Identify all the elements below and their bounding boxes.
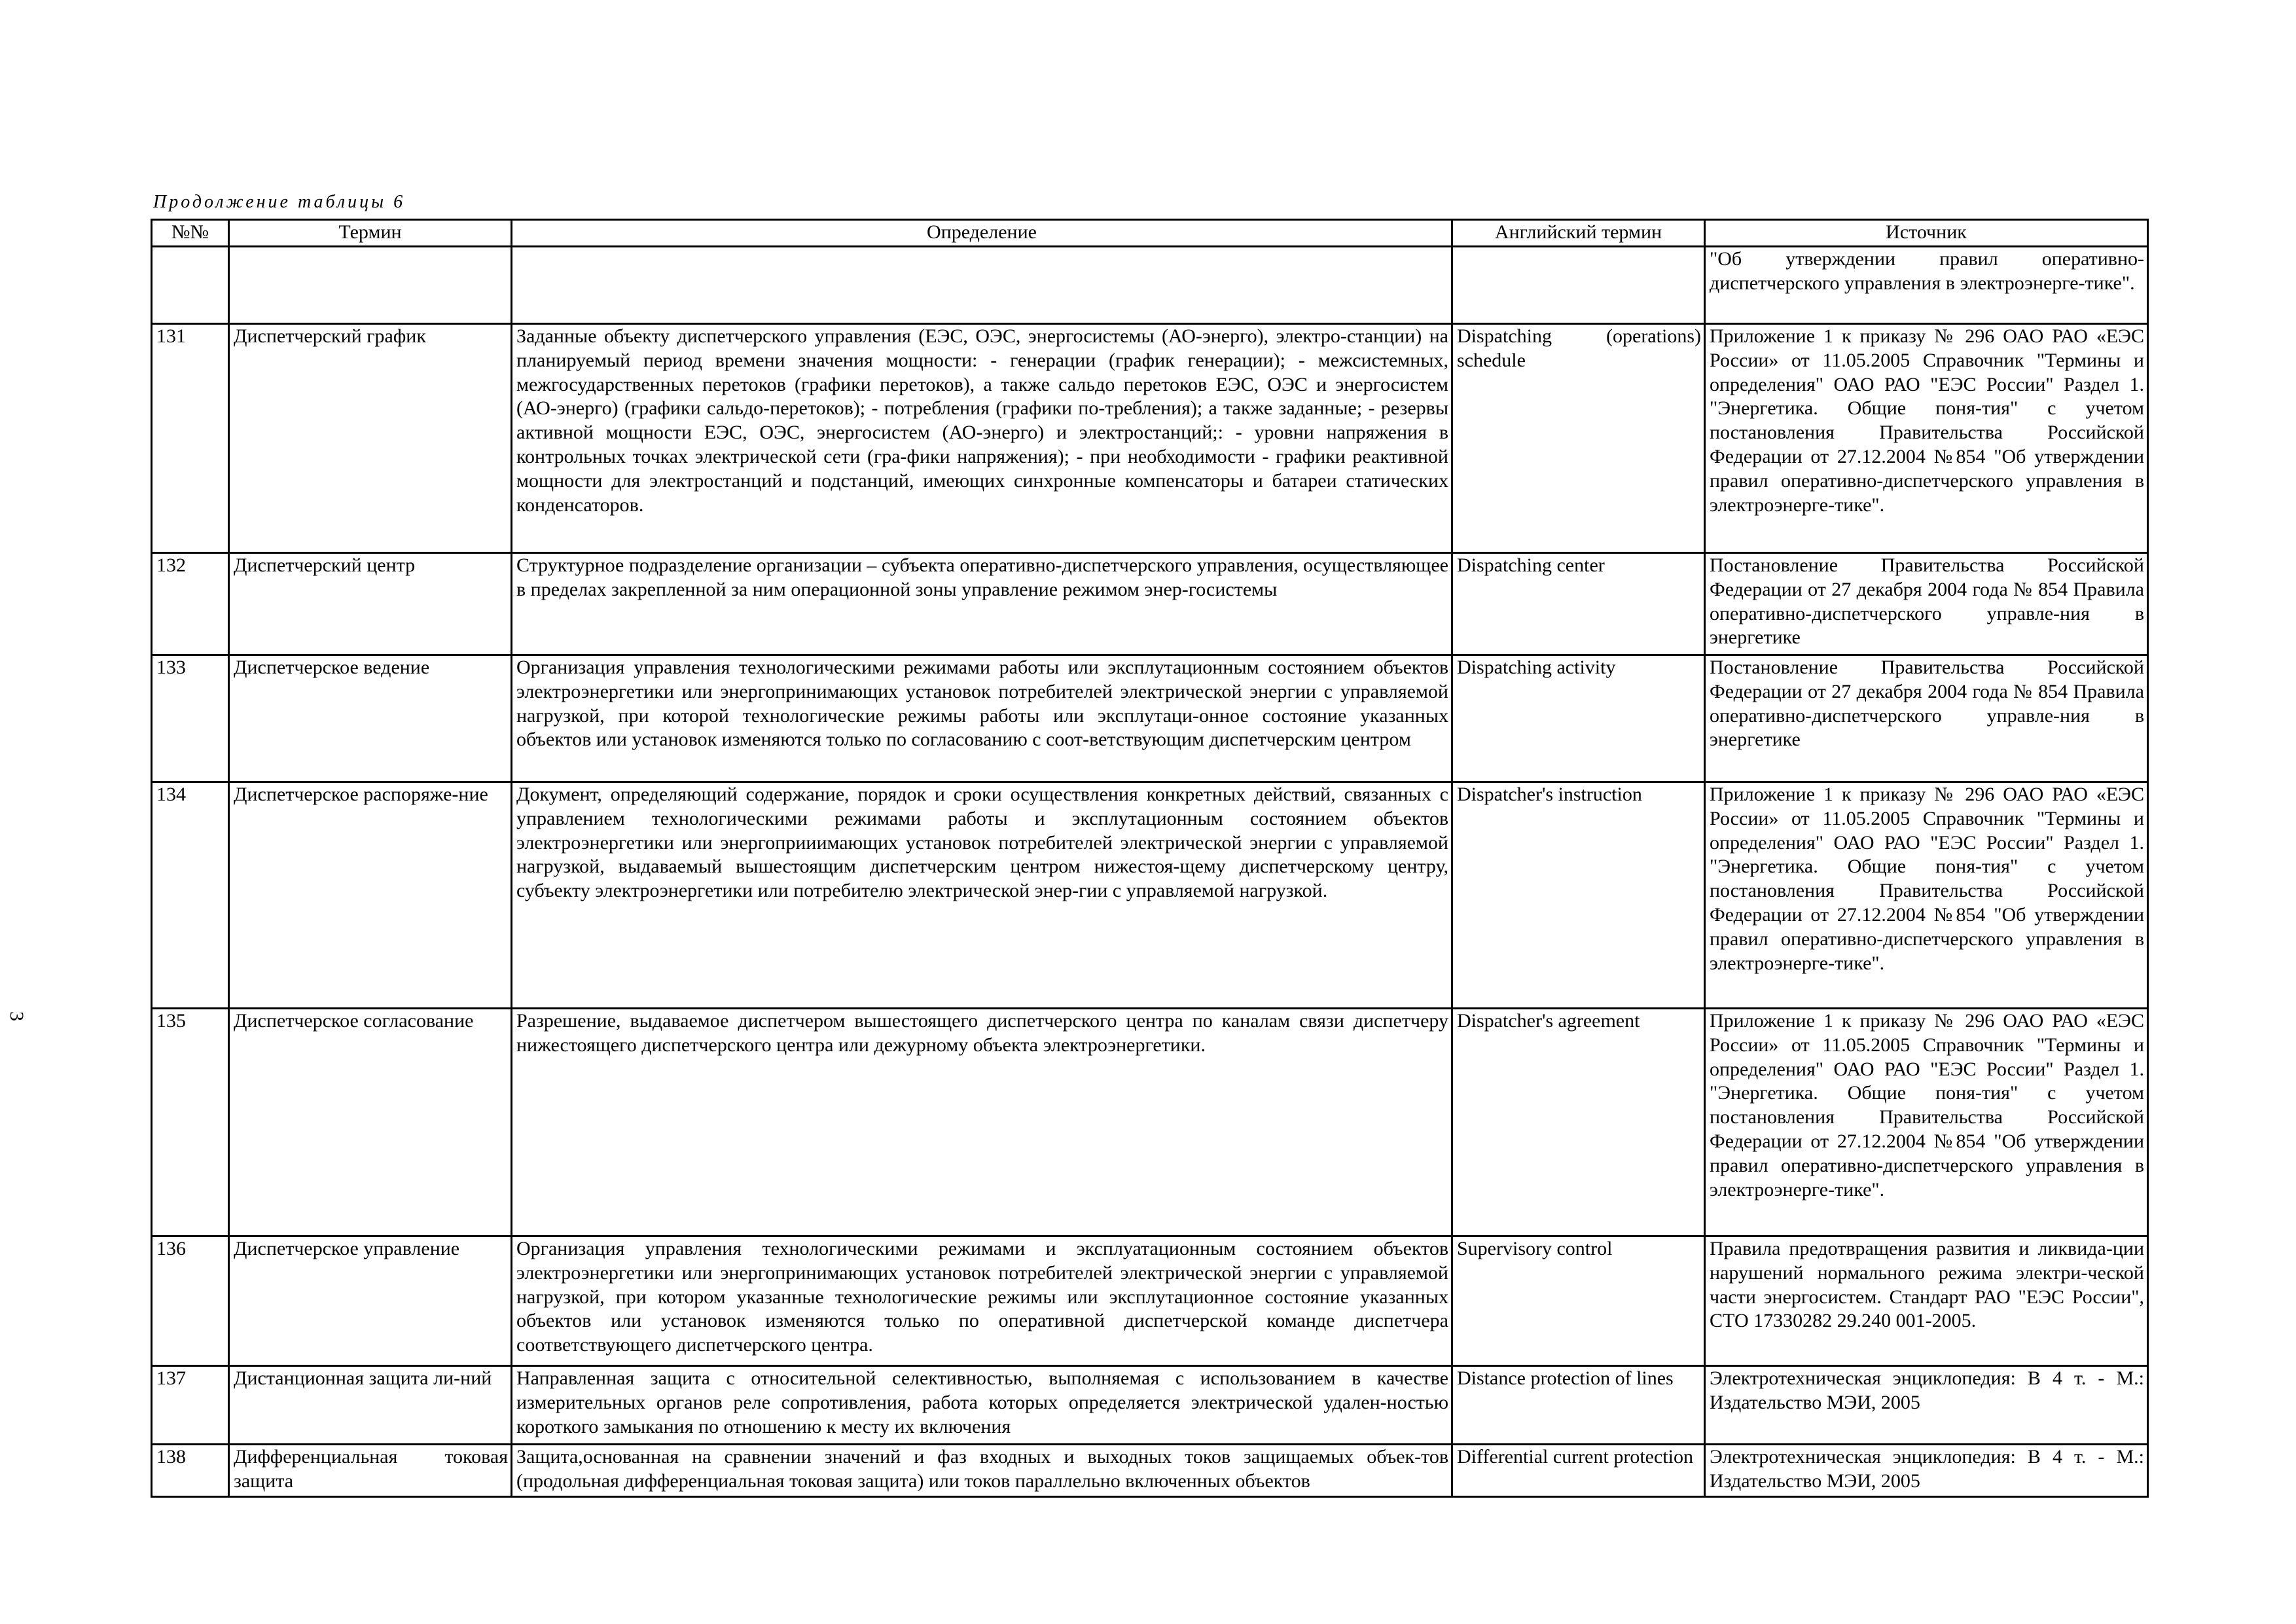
row-num: 132: [152, 553, 229, 655]
table-header-row: [152, 220, 2148, 247]
row-num: 138: [152, 1445, 229, 1497]
row-definition: Направленная защита с относительной селективностью, выполняемая с использованием в качестве измерительных органов реле сопротивления, работа которых определяется электрической удален-ностью короткого замыкания по отношению к месту их включения: [512, 1366, 1452, 1445]
row-num: 134: [152, 782, 229, 1009]
row-term: Диспетчерский график: [229, 324, 512, 553]
row-num: 131: [152, 324, 229, 553]
row-source: Постановление Правительства Российской Федерации от 27 декабря 2004 года № 854 Правила оперативно-диспетчерского управле-ния в энергетике: [1705, 655, 2148, 782]
row-definition: Разрешение, выдаваемое диспетчером вышестоящего диспетчерского центра по каналам связи диспетчеру нижестоящего диспетчерского центра или дежурному объекта электроэнергетики.: [512, 1009, 1452, 1236]
header-source: Источник: [1705, 220, 2148, 247]
table-row: [152, 324, 2148, 553]
header-term: Термин: [229, 220, 512, 247]
row-definition: Заданные объекту диспетчерского управления (ЕЭС, ОЭС, энергосистемы (АО-энерго), электро-станции) на планируемый период времени значения мощности: - генерации (график генерации); - межсистемных, межгосударственных перетоков (графики перетоков), а также сальдо перетоков ЕЭС, ОЭС и энергосистем (АО-энерго) (графики сальдо-перетоков); - потребления (графики по-требления); а также заданные; - резервы активной мощности ЕЭС, ОЭС, энергосистем (АО-энерго) и электростанций;: - уровни напряжения в контрольных точках электрической сети (гра-фики напряжения); - при необходимости - графики реактивной мощности для электростанций и подстанций, имеющих синхронные компенсаторы и батареи статических конденсаторов.: [512, 324, 1452, 553]
row-num: 137: [152, 1366, 229, 1445]
table-row: [152, 1009, 2148, 1236]
row-source: Приложение 1 к приказу № 296 ОАО РАО «ЕЭС России» от 11.05.2005 Справочник "Термины и определения" ОАО РАО "ЕЭС России" Раздел 1. "Энергетика. Общие поня-тия" с учетом постановления Правительства Российской Федерации от 27.12.2004 №854 "Об утверждении правил оперативно-диспетчерского управления в электроэнерге-тике".: [1705, 324, 2148, 553]
row-english: Differential current protection: [1452, 1445, 1705, 1497]
row-english: Distance protection of lines: [1452, 1366, 1705, 1445]
row-num: 136: [152, 1236, 229, 1366]
row-term: Диспетчерское ведение: [229, 655, 512, 782]
row-definition: Организация управления технологическими режимами и эксплуатационным состоянием объектов электроэнергетики или энергопринимающих установок потребителей электрической энергии с управляемой нагрузкой, при котором указанные технологические режимы или эксплутационное состояние указанных объектов или установок изменяются только по оперативной диспетчерской команде диспетчера соответствующего диспетчерского центра.: [512, 1236, 1452, 1366]
table-row: [152, 247, 2148, 324]
row-english: Supervisory control: [1452, 1236, 1705, 1366]
row-english: Dispatching (operations) schedule: [1452, 324, 1705, 553]
terms-table: [151, 219, 2149, 1498]
row-source: Приложение 1 к приказу № 296 ОАО РАО «ЕЭС России» от 11.05.2005 Справочник "Термины и определения" ОАО РАО "ЕЭС России" Раздел 1. "Энергетика. Общие поня-тия" с учетом постановления Правительства Российской Федерации от 27.12.2004 №854 "Об утверждении правил оперативно-диспетчерского управления в электроэнерге-тике".: [1705, 1009, 2148, 1236]
row-definition: [512, 247, 1452, 324]
row-term: Дистанционная защита ли-ний: [229, 1366, 512, 1445]
row-source: "Об утверждении правил оперативно-диспетчерского управления в электроэнерге-тике".: [1705, 247, 2148, 324]
row-term: Диспетчерское управление: [229, 1236, 512, 1366]
row-source: Постановление Правительства Российской Федерации от 27 декабря 2004 года № 854 Правила оперативно-диспетчерского управле-ния в энергетике: [1705, 553, 2148, 655]
page-number: 3: [6, 1011, 27, 1021]
row-source: Приложение 1 к приказу № 296 ОАО РАО «ЕЭС России» от 11.05.2005 Справочник "Термины и определения" ОАО РАО "ЕЭС России" Раздел 1. "Энергетика. Общие поня-тия" с учетом постановления Правительства Российской Федерации от 27.12.2004 №854 "Об утверждении правил оперативно-диспетчерского управления в электроэнерге-тике".: [1705, 782, 2148, 1009]
row-english: Dispatcher's agreement: [1452, 1009, 1705, 1236]
table-row: [152, 553, 2148, 655]
table-row: [152, 1236, 2148, 1366]
row-term: Диспетчерский центр: [229, 553, 512, 655]
row-term: Дифференциальная токовая защита: [229, 1445, 512, 1497]
row-source: Электротехническая энциклопедия: В 4 т. - М.: Издательство МЭИ, 2005: [1705, 1366, 2148, 1445]
table-row: [152, 1366, 2148, 1445]
header-num: №№: [152, 220, 229, 247]
header-english: Английский термин: [1452, 220, 1705, 247]
row-num: 135: [152, 1009, 229, 1236]
row-english: Dispatching activity: [1452, 655, 1705, 782]
row-english: [1452, 247, 1705, 324]
table-row: [152, 1445, 2148, 1497]
row-num: 133: [152, 655, 229, 782]
row-definition: Структурное подразделение организации – субъекта оперативно-диспетчерского управления, осуществляющее в пределах закрепленной за ним операционной зоны управление режимом энер-госистемы: [512, 553, 1452, 655]
table-row: [152, 782, 2148, 1009]
row-definition: Защита,основанная на сравнении значений и фаз входных и выходных токов защищаемых объек-тов (продольная дифференциальная токовая защита) или токов параллельно включенных объектов: [512, 1445, 1452, 1497]
row-english: Dispatching center: [1452, 553, 1705, 655]
row-term: Диспетчерское согласование: [229, 1009, 512, 1236]
row-definition: Организация управления технологическими режимами работы или эксплутационным состоянием объектов электроэнергетики или энергопринимающих установок потребителей электрической энергии с управляемой нагрузкой, при которой технологические режимы работы или эксплутаци-онное состояние указанных объектов или установок изменяются только по согласованию с соот-ветствующим диспетчерским центром: [512, 655, 1452, 782]
row-term: Диспетчерское распоряже-ние: [229, 782, 512, 1009]
table-row: [152, 655, 2148, 782]
row-term: [229, 247, 512, 324]
row-source: Электротехническая энциклопедия: В 4 т. - М.: Издательство МЭИ, 2005: [1705, 1445, 2148, 1497]
row-english: Dispatcher's instruction: [1452, 782, 1705, 1009]
table-caption: Продолжение таблицы 6: [153, 192, 406, 212]
row-num: [152, 247, 229, 324]
header-definition: Определение: [512, 220, 1452, 247]
row-source: Правила предотвращения развития и ликвида-ции нарушений нормального режима электри-ческой части энергосистем. Стандарт РАО "ЕЭС России", СТО 17330282 29.240 001-2005.: [1705, 1236, 2148, 1366]
row-definition: Документ, определяющий содержание, порядок и сроки осуществления конкретных действий, связанных с управлением технологическими режимами работы и эксплутационным состоянием объектов электроэнергетики или энергоприиимающих установок потребителей электрической энергии с управляемой нагрузкой, выдаваемый вышестоящим диспетчерским центром нижестоя-щему диспетчерскому центру, субъекту электроэнергетики или потребителю электрической энер-гии с управляемой нагрузкой.: [512, 782, 1452, 1009]
